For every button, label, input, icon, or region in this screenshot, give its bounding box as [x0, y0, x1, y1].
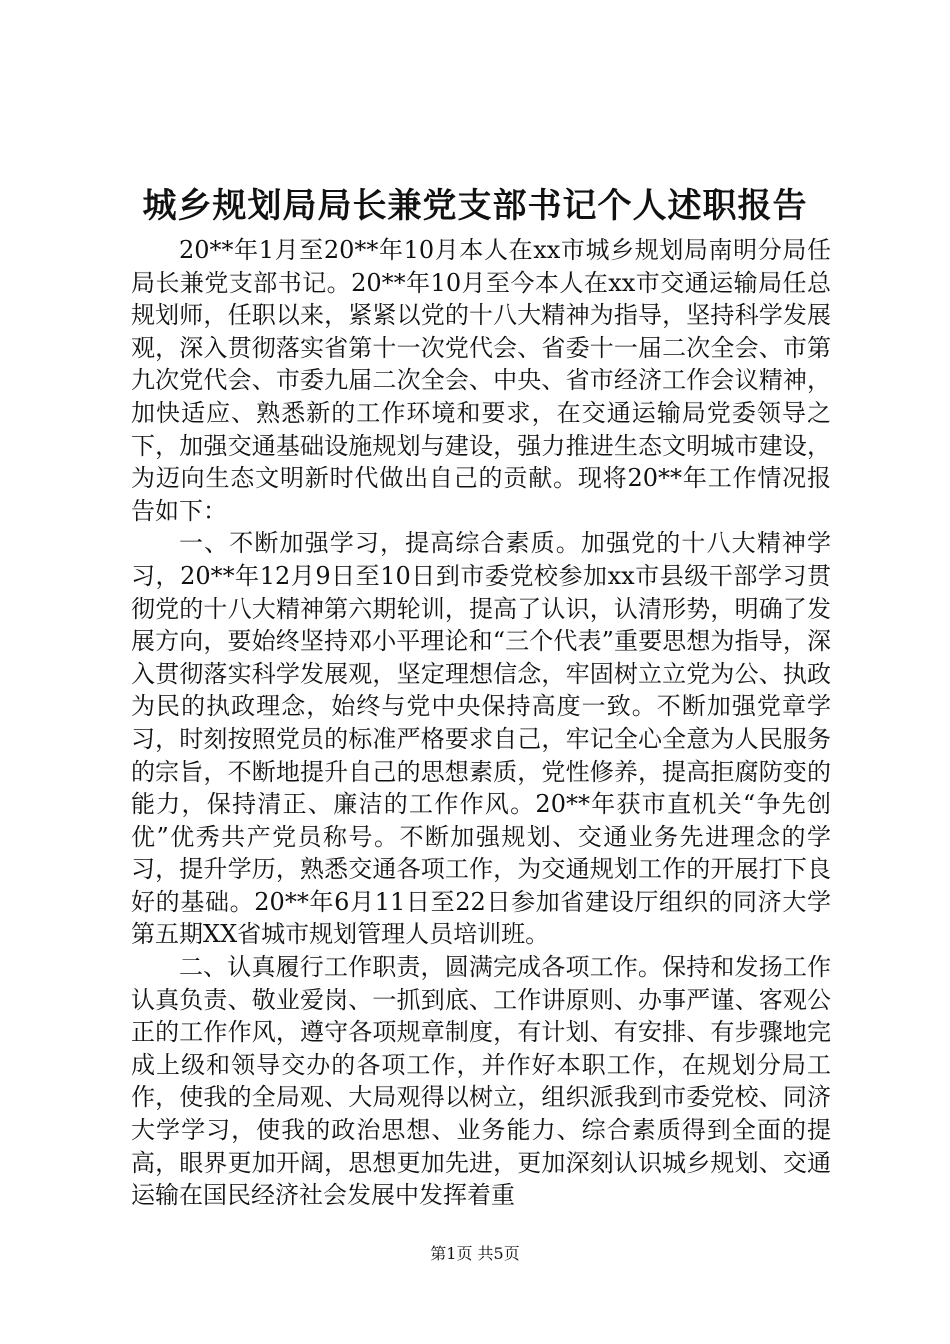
page-number-footer: 第1页 共5页: [430, 1244, 520, 1263]
paragraph-intro: 20**年1月至20**年10月本人在xx市城乡规划局南明分局任局长兼党支部书记。20**年10月至今本人在xx市交通运输局任总规划师，任职以来，紧紧以党的十八大精神为指导，坚持科学发展观，深入贯彻落实省第十一次党代会、省委十一届二次全会、市第九次党代会、市委九届二次全会、中央、省市经济工作会议精神，加快适应、熟悉新的工作环境和要求，在交通运输局党委领导之下，加强交通基础设施规划与建设，强力推进生态文明城市建设，为迈向生态文明新时代做出自己的贡献。现将20**年工作情况报告如下：: [131, 236, 831, 525]
document-body: [131, 234, 831, 1212]
paragraph-section-2: 二、认真履行工作职责，圆满完成各项工作。保持和发扬工作认真负责、敬业爱岗、一抓到底、工作讲原则、办事严谨、客观公正的工作作风，遵守各项规章制度，有计划、有安排、有步骤地完成上级和领导交办的各项工作，并作好本职工作，在规划分局工作，使我的全局观、大局观得以树立，组织派我到市委党校、同济大学学习，使我的政治思想、业务能力、综合素质得到全面的提高，眼界更加开阔，思想更加先进，更加深刻认识城乡规划、交通运输在国民经济社会发展中发挥着重: [131, 953, 831, 1210]
paragraph-section-1: 一、不断加强学习，提高综合素质。加强党的十八大精神学习，20**年12月9日至10日到市委党校参加xx市县级干部学习贯彻党的十八大精神第六期轮训，提高了认识，认清形势，明确了发展方向，要始终坚持邓小平理论和“三个代表”重要思想为指导，深入贯彻落实科学发展观，坚定理想信念，牢固树立立党为公、执政为民的执政理念，始终与党中央保持高度一致。不断加强党章学习，时刻按照党员的标准严格要求自己，牢记全心全意为人民服务的宗旨，不断地提升自己的思想素质，党性修养，提高拒腐防变的能力，保持清正、廉洁的工作作风。20**年获市直机关“争先创优”优秀共产党员称号。不断加强规划、交通业务先进理念的学习，提升学历，熟悉交通各项工作，为交通规划工作的开展打下良好的基础。20**年6月11日至22日参加省建设厅组织的同济大学第五期XX省城市规划管理人员培训班。: [131, 529, 831, 949]
document-title: 城乡规划局局长兼党支部书记个人述职报告: [142, 186, 808, 226]
